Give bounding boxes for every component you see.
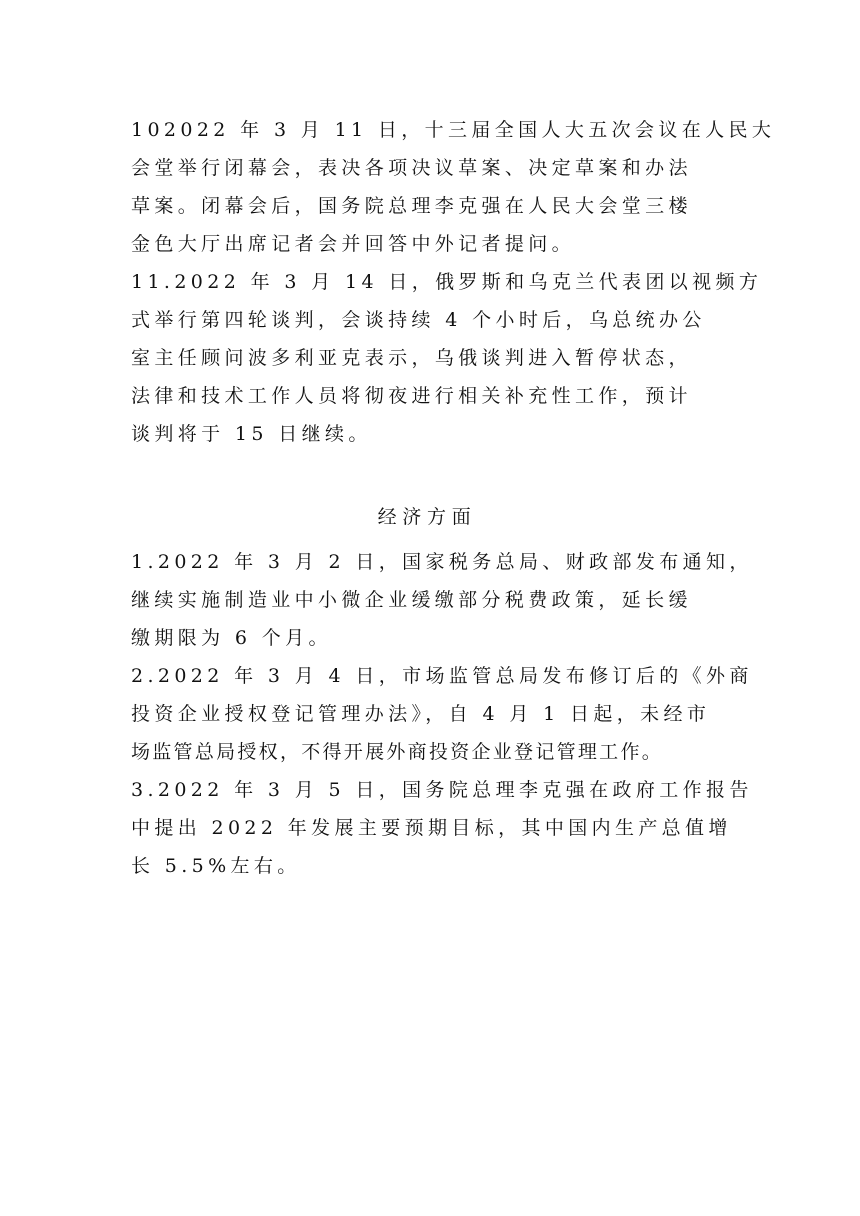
paragraph-item-3 [131,771,753,885]
text-line: 投资企业授权登记管理办法》，自 4 月 1 日起，未经市 [131,703,711,725]
paragraph-item-10 [131,111,776,263]
section-heading: 经济方面 [377,506,477,528]
document-body [131,111,776,885]
text-line: 式举行第四轮谈判，会谈持续 4 个小时后，乌总统办公 [131,309,706,331]
section-gap [131,453,731,491]
paragraph-item-1 [131,543,753,657]
text-line: 草案。闭幕会后，国务院总理李克强在人民大会堂三楼 [131,195,692,217]
text-line: 室主任顾问波多利亚克表示，乌俄谈判进入暂停状态， [131,347,692,369]
text-line: 谈判将于 15 日继续。 [131,423,372,445]
text-line: 中提出 2022 年发展主要预期目标，其中国内生产总值增 [131,817,732,839]
text-line: 金色大厅出席记者会并回答中外记者提问。 [131,233,576,255]
text-line: 缴期限为 6 个月。 [131,627,332,649]
text-line: 3.2022 年 3 月 5 日，国务院总理李克强在政府工作报告 [131,779,753,801]
text-line: 11.2022 年 3 月 14 日，俄罗斯和乌克兰代表团以视频方 [131,271,763,293]
text-line: 继续实施制造业中小微企业缓缴部分税费政策，延长缓 [131,589,692,611]
text-line: 场监管总局授权，不得开展外商投资企业登记管理工作。 [131,741,664,763]
text-line: 102022 年 3 月 11 日，十三届全国人大五次会议在人民大 [131,119,776,141]
text-line: 法律和技术工作人员将彻夜进行相关补充性工作，预计 [131,385,692,407]
text-line: 长 5.5%左右。 [131,855,301,877]
text-line: 1.2022 年 3 月 2 日，国家税务总局、财政部发布通知， [131,551,753,573]
text-line: 2.2022 年 3 月 4 日，市场监管总局发布修订后的《外商 [131,665,753,687]
paragraph-item-11 [131,263,763,453]
paragraph-item-2 [131,657,753,771]
text-line: 会堂举行闭幕会，表决各项决议草案、决定草案和办法 [131,157,692,179]
